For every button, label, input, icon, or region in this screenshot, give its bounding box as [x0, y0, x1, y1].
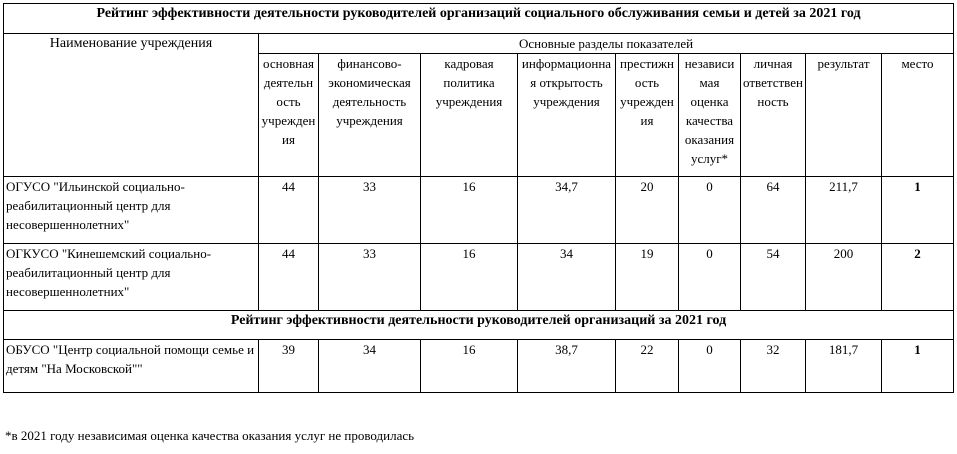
- table-row: [4, 244, 954, 311]
- cell-place: 2: [882, 244, 954, 311]
- cell-independent-assessment: 0: [679, 340, 741, 393]
- table-title: Рейтинг эффективности деятельности руководителей организаций социального обслуживания семьи и детей за 2021 год: [4, 4, 954, 34]
- cell-result: 200: [806, 244, 882, 311]
- cell-info-openness: 34,7: [518, 177, 616, 244]
- cell-personal-responsibility: 54: [741, 244, 806, 311]
- sections-header: Основные разделы показателей: [259, 34, 954, 54]
- column-header-main-activity: основная деятельность учреждения: [259, 54, 319, 177]
- column-header-info-openness: информационная открытость учреждения: [518, 54, 616, 177]
- column-header-prestige: престижность учреждения: [616, 54, 679, 177]
- column-header-hr-policy: кадровая политика учреждения: [421, 54, 518, 177]
- rating-table: [3, 3, 954, 393]
- cell-independent-assessment: 0: [679, 244, 741, 311]
- cell-hr-policy: 16: [421, 177, 518, 244]
- cell-info-openness: 38,7: [518, 340, 616, 393]
- cell-info-openness: 34: [518, 244, 616, 311]
- institution-name: ОБУСО "Центр социальной помощи семье и детям "На Московской"": [4, 340, 259, 393]
- cell-personal-responsibility: 64: [741, 177, 806, 244]
- column-header-independent-assessment: независимая оценка качества оказания услуг*: [679, 54, 741, 177]
- table-row: [4, 340, 954, 393]
- cell-finance: 34: [319, 340, 421, 393]
- cell-main-activity: 44: [259, 244, 319, 311]
- institution-name: ОГУСО "Ильинской социально-реабилитационный центр для несовершеннолетних": [4, 177, 259, 244]
- cell-finance: 33: [319, 177, 421, 244]
- cell-personal-responsibility: 32: [741, 340, 806, 393]
- column-header-finance: финансово-экономическая деятельность учреждения: [319, 54, 421, 177]
- column-header-personal-responsibility: личная ответственность: [741, 54, 806, 177]
- cell-prestige: 19: [616, 244, 679, 311]
- cell-result: 211,7: [806, 177, 882, 244]
- cell-main-activity: 44: [259, 177, 319, 244]
- cell-place: 1: [882, 177, 954, 244]
- cell-hr-policy: 16: [421, 244, 518, 311]
- section-subtitle: Рейтинг эффективности деятельности руководителей организаций за 2021 год: [4, 311, 954, 340]
- column-header-result: результат: [806, 54, 882, 177]
- cell-result: 181,7: [806, 340, 882, 393]
- cell-hr-policy: 16: [421, 340, 518, 393]
- cell-prestige: 22: [616, 340, 679, 393]
- cell-prestige: 20: [616, 177, 679, 244]
- table-row: [4, 177, 954, 244]
- cell-finance: 33: [319, 244, 421, 311]
- institution-name: ОГКУСО "Кинешемский социально-реабилитационный центр для несовершеннолетних": [4, 244, 259, 311]
- cell-independent-assessment: 0: [679, 177, 741, 244]
- column-header-place: место: [882, 54, 954, 177]
- name-column-header: Наименование учреждения: [4, 34, 259, 177]
- cell-main-activity: 39: [259, 340, 319, 393]
- footnote: *в 2021 году независимая оценка качества оказания услуг не проводилась: [5, 428, 415, 443]
- cell-place: 1: [882, 340, 954, 393]
